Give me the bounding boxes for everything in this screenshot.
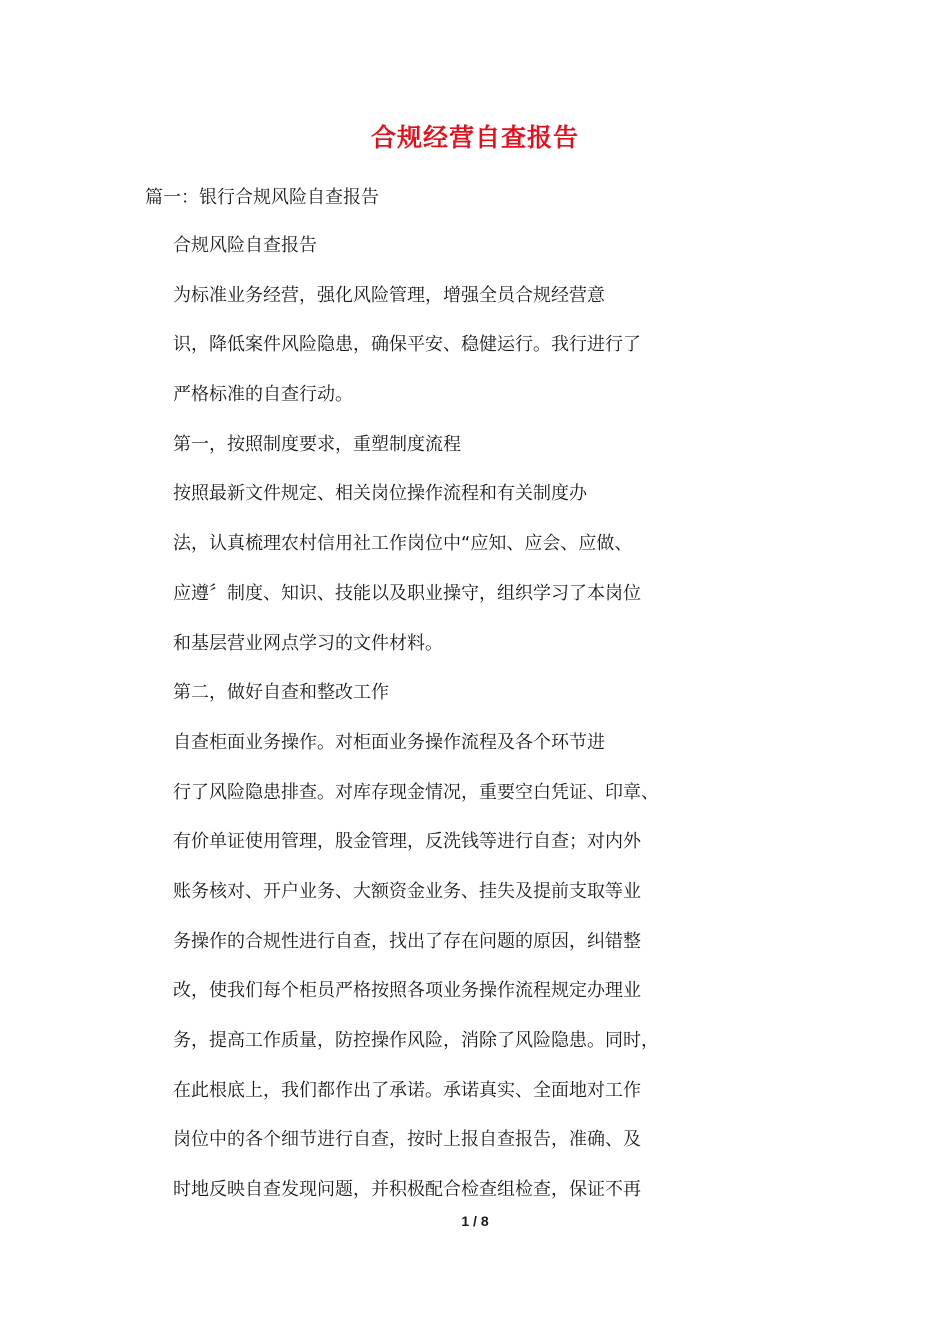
text-line: 应遵〞制度、知识、技能以及职业操守，组织学习了本岗位: [173, 582, 641, 604]
text-line: 识，降低案件风险隐患，确保平安、稳健运行。我行进行了: [173, 334, 641, 356]
text-line: 岗位中的各个细节进行自查，按时上报自查报告，准确、及: [173, 1129, 641, 1151]
page-number: 1 / 8: [461, 1213, 489, 1229]
text-line: 法，认真梳理农村信用社工作岗位中“应知、应会、应做、: [173, 533, 633, 555]
text-line: 合规风险自查报告: [173, 235, 317, 256]
text-line: 务，提高工作质量，防控操作风险，消除了风险隐患。同时，: [173, 1030, 659, 1051]
text-line: 改，使我们每个柜员严格按照各项业务操作流程规定办理业: [173, 980, 641, 1002]
text-line: 第一，按照制度要求，重塑制度流程: [173, 433, 461, 455]
text-line: 有价单证使用管理，股金管理，反洗钱等进行自查；对内外: [173, 831, 641, 853]
text-line: 为标准业务经营，强化风险管理，增强全员合规经营意: [173, 284, 605, 306]
document-title: 合规经营自查报告: [370, 123, 579, 152]
text-line: 行了风险隐患排查。对库存现金情况，重要空白凭证、印章、: [173, 781, 659, 803]
text-line: 时地反映自查发现问题，并积极配合检查组检查，保证不再: [173, 1179, 641, 1201]
text-line: 账务核对、开户业务、大额资金业务、挂失及提前支取等业: [173, 880, 641, 902]
section-heading: 篇一：银行合规风险自查报告: [145, 187, 379, 208]
body-text: [173, 233, 693, 1227]
text-line: 第二，做好自查和整改工作: [173, 682, 389, 704]
text-line: 务操作的合规性进行自查，找出了存在问题的原因，纠错整: [173, 930, 641, 952]
text-line: 严格标准的自查行动。: [173, 384, 353, 406]
text-line: 在此根底上，我们都作出了承诺。承诺真实、全面地对工作: [173, 1079, 641, 1101]
text-line: 自查柜面业务操作。对柜面业务操作流程及各个环节进: [173, 731, 605, 753]
text-line: 和基层营业网点学习的文件材料。: [173, 632, 443, 654]
text-line: 按照最新文件规定、相关岗位操作流程和有关制度办: [173, 483, 587, 505]
